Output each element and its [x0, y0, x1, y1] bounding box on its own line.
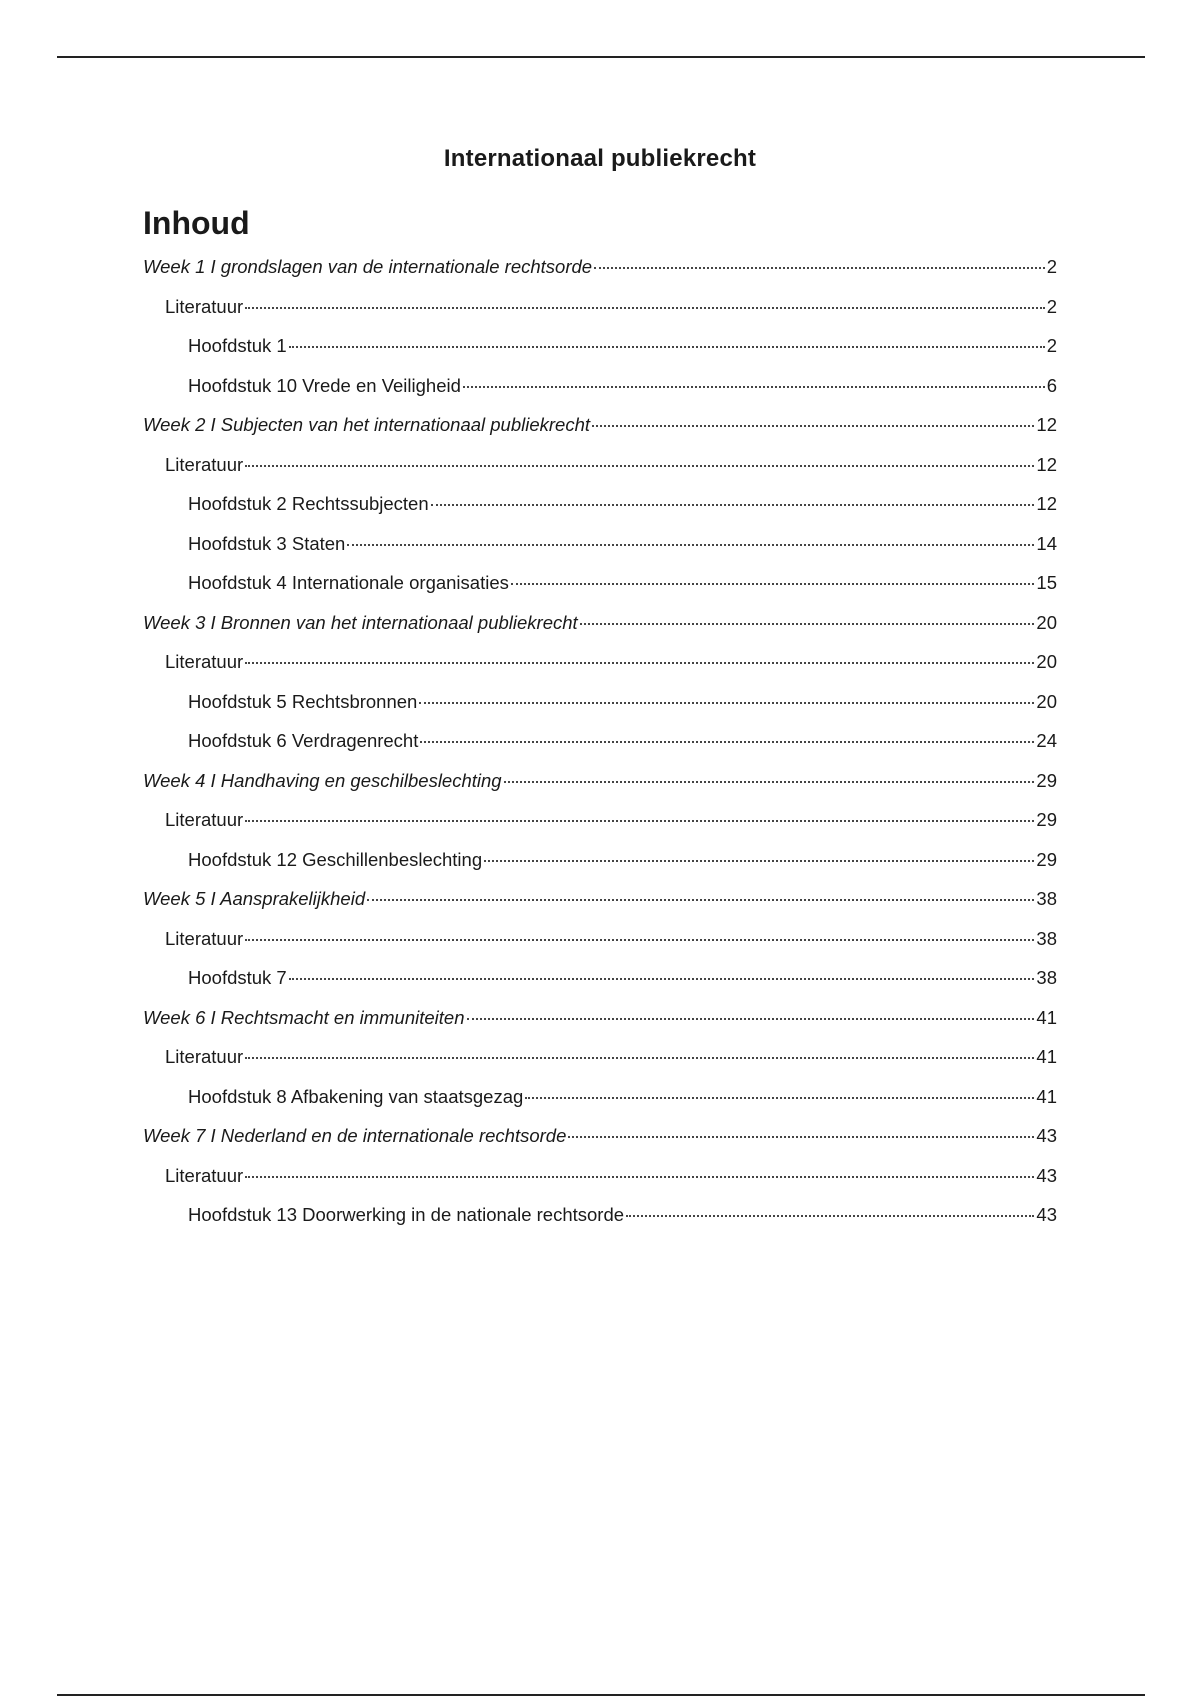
toc-entry-title: Literatuur	[165, 651, 244, 672]
toc-page-number: 12	[1036, 453, 1057, 475]
toc-entry-title: Literatuur	[165, 927, 244, 949]
toc-entry[interactable]	[143, 1204, 1057, 1244]
toc-entry-title: Hoofdstuk 13 Doorwerking in de nationale rechtsorde	[188, 1204, 625, 1225]
toc-entry-title: Literatuur	[165, 1164, 244, 1186]
toc-page-number: 29	[1036, 769, 1057, 791]
toc-entry[interactable]	[143, 928, 1057, 968]
toc-page-number: 20	[1036, 611, 1057, 633]
toc-entry[interactable]	[143, 296, 1057, 336]
toc-dot-leader	[245, 465, 1034, 467]
toc-page-number: 41	[1036, 1046, 1057, 1067]
toc-dot-leader	[568, 1136, 1034, 1138]
toc-dot-leader	[467, 1018, 1035, 1020]
toc-entry[interactable]	[143, 651, 1057, 691]
toc-entry-title: Week 4 I Handhaving en geschilbeslechting	[143, 769, 502, 791]
toc-entry[interactable]	[143, 1046, 1057, 1086]
toc-dot-leader	[245, 662, 1034, 664]
toc-dot-leader	[347, 544, 1034, 546]
toc-dot-leader	[289, 978, 1035, 980]
toc-entry[interactable]	[143, 612, 1057, 652]
toc-page-number: 2	[1046, 256, 1057, 277]
toc-page-number: 29	[1036, 848, 1057, 870]
toc-entry[interactable]	[143, 1007, 1057, 1047]
table-of-contents	[143, 256, 1057, 1244]
toc-dot-leader	[431, 504, 1035, 506]
document-title: Internationaal publiekrecht	[443, 145, 757, 172]
toc-entry-title: Week 6 I Rechtsmacht en immuniteiten	[143, 1006, 465, 1028]
toc-page-number: 41	[1036, 1006, 1057, 1028]
toc-dot-leader	[525, 1097, 1034, 1099]
toc-entry[interactable]	[143, 1165, 1057, 1205]
toc-entry-title: Hoofdstuk 5 Rechtsbronnen	[188, 690, 418, 712]
toc-dot-leader	[367, 899, 1034, 901]
toc-entry[interactable]	[143, 454, 1057, 494]
toc-page-number: 41	[1036, 1085, 1057, 1107]
toc-entry-title: Literatuur	[165, 809, 244, 830]
toc-page-number: 43	[1036, 1164, 1057, 1186]
toc-dot-leader	[484, 860, 1034, 862]
toc-entry[interactable]	[143, 533, 1057, 573]
toc-entry[interactable]	[143, 888, 1057, 928]
toc-entry[interactable]	[143, 256, 1057, 296]
toc-page-number: 43	[1036, 1125, 1057, 1146]
toc-entry[interactable]	[143, 849, 1057, 889]
footer-rule	[57, 1694, 1145, 1696]
toc-dot-leader	[289, 346, 1045, 348]
toc-page-number: 2	[1046, 295, 1057, 317]
toc-dot-leader	[580, 623, 1035, 625]
toc-dot-leader	[245, 1057, 1034, 1059]
toc-page-number: 14	[1036, 532, 1057, 554]
toc-entry-title: Week 1 I grondslagen van de internationale rechtsorde	[143, 256, 593, 277]
toc-page-number: 2	[1046, 335, 1057, 356]
toc-dot-leader	[504, 781, 1035, 783]
toc-dot-leader	[245, 939, 1034, 941]
toc-heading: Inhoud	[143, 205, 250, 241]
toc-entry[interactable]	[143, 967, 1057, 1007]
toc-entry[interactable]	[143, 335, 1057, 375]
toc-dot-leader	[592, 425, 1034, 427]
toc-entry-title: Hoofdstuk 8 Afbakening van staatsgezag	[188, 1085, 524, 1107]
toc-dot-leader	[463, 386, 1045, 388]
toc-page-number: 20	[1036, 651, 1057, 672]
header-rule	[57, 56, 1145, 58]
toc-page-number: 12	[1036, 414, 1057, 435]
toc-entry-title: Literatuur	[165, 453, 244, 475]
toc-entry-title: Hoofdstuk 10 Vrede en Veiligheid	[188, 374, 461, 396]
toc-entry-title: Hoofdstuk 3 Staten	[188, 532, 346, 554]
toc-entry[interactable]	[143, 375, 1057, 415]
toc-page-number: 20	[1036, 690, 1057, 712]
toc-dot-leader	[420, 741, 1034, 743]
toc-page-number: 38	[1036, 927, 1057, 949]
toc-page-number: 24	[1036, 730, 1057, 751]
toc-entry-title: Hoofdstuk 1	[188, 335, 287, 356]
toc-dot-leader	[594, 267, 1045, 269]
toc-page-number: 15	[1036, 572, 1057, 593]
toc-entry[interactable]	[143, 493, 1057, 533]
toc-dot-leader	[511, 583, 1035, 585]
toc-page-number: 38	[1036, 888, 1057, 909]
toc-page-number: 38	[1036, 967, 1057, 988]
toc-dot-leader	[419, 702, 1034, 704]
toc-entry[interactable]	[143, 770, 1057, 810]
toc-entry[interactable]	[143, 730, 1057, 770]
toc-entry[interactable]	[143, 1125, 1057, 1165]
toc-entry-title: Hoofdstuk 6 Verdragenrecht	[188, 730, 419, 751]
toc-entry[interactable]	[143, 691, 1057, 731]
toc-entry-title: Hoofdstuk 7	[188, 967, 287, 988]
toc-dot-leader	[245, 307, 1045, 309]
toc-entry-title: Hoofdstuk 2 Rechtssubjecten	[188, 493, 429, 514]
toc-entry-title: Literatuur	[165, 295, 244, 317]
toc-entry[interactable]	[143, 809, 1057, 849]
toc-dot-leader	[245, 820, 1034, 822]
toc-page-number: 6	[1046, 374, 1057, 396]
toc-dot-leader	[626, 1215, 1034, 1217]
toc-entry[interactable]	[143, 414, 1057, 454]
toc-entry[interactable]	[143, 1086, 1057, 1126]
toc-entry-title: Hoofdstuk 4 Internationale organisaties	[188, 572, 509, 593]
toc-entry[interactable]	[143, 572, 1057, 612]
toc-page-number: 29	[1036, 809, 1057, 830]
toc-entry-title: Week 5 I Aansprakelijkheid	[143, 888, 366, 909]
toc-page-number: 43	[1036, 1204, 1057, 1225]
toc-entry-title: Literatuur	[165, 1046, 244, 1067]
toc-entry-title: Week 2 I Subjecten van het internationaal publiekrecht	[143, 414, 591, 435]
toc-entry-title: Hoofdstuk 12 Geschillenbeslechting	[188, 848, 483, 870]
toc-entry-title: Week 7 I Nederland en de internationale rechtsorde	[143, 1125, 567, 1146]
toc-page-number: 12	[1036, 493, 1057, 514]
toc-entry-title: Week 3 I Bronnen van het internationaal publiekrecht	[143, 611, 578, 633]
toc-dot-leader	[245, 1176, 1034, 1178]
